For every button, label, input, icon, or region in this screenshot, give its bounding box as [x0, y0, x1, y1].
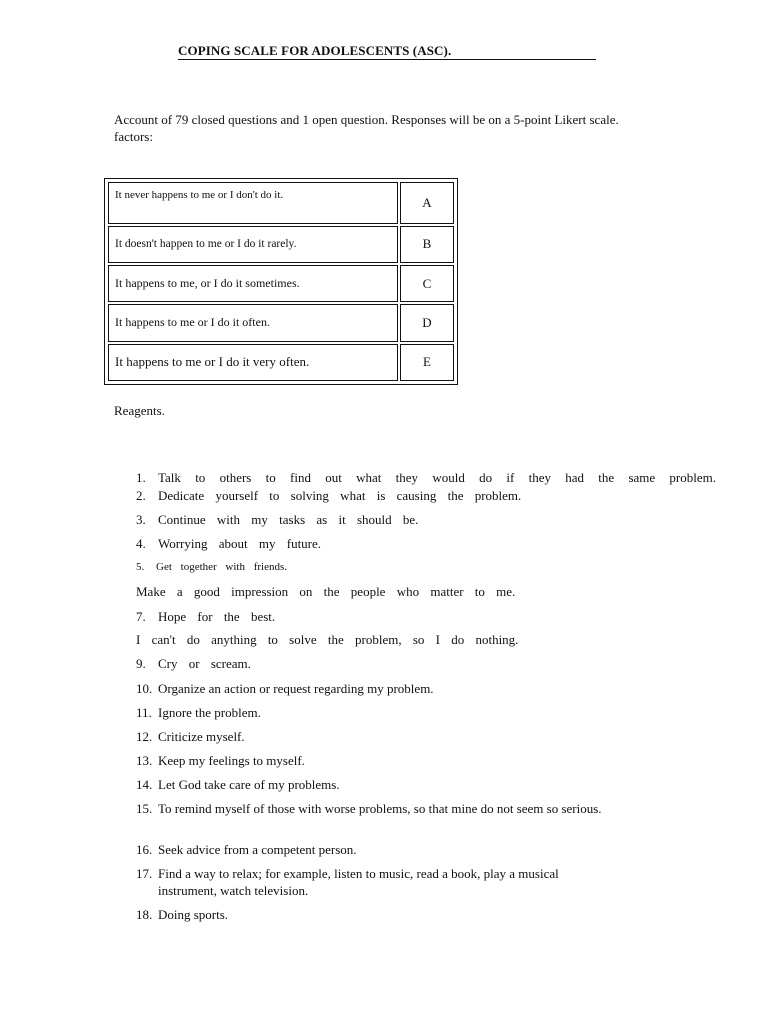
item-text: Organize an action or request regarding my problem.: [158, 681, 434, 696]
scale-description: It happens to me, or I do it sometimes.: [108, 265, 398, 302]
item-number: 10.: [136, 681, 153, 696]
list-item: [136, 841, 357, 858]
item-number: 13.: [136, 753, 153, 768]
item-number: 15.: [136, 801, 153, 816]
item-text: Doing sports.: [158, 907, 229, 922]
item-number: 4.: [136, 536, 146, 551]
item-number: 11.: [136, 705, 152, 720]
list-item: [136, 752, 305, 769]
scale-row: [108, 182, 454, 224]
document-title: COPING SCALE FOR ADOLESCENTS (ASC).: [178, 43, 596, 60]
scale-code: A: [400, 182, 454, 224]
item-number: 9.: [136, 656, 146, 671]
list-item: [136, 631, 518, 648]
list-item: [136, 906, 228, 923]
likert-scale-table: [104, 178, 458, 385]
item-text: Cry or scream.: [158, 656, 251, 671]
scale-code: E: [400, 344, 454, 381]
item-text: Keep my feelings to myself.: [158, 753, 305, 768]
scale-row: [108, 304, 454, 341]
scale-description: It never happens to me or I don't do it.: [108, 182, 398, 224]
item-text: Let God take care of my problems.: [158, 777, 340, 792]
scale-code: B: [400, 226, 454, 263]
item-text: Make a good impression on the people who matter to me.: [136, 584, 516, 599]
item-text: Ignore the problem.: [158, 705, 261, 720]
list-item: [136, 865, 571, 899]
item-number: 1.: [136, 470, 146, 485]
item-text: To remind myself of those with worse problems, so that mine do not seem so serious.: [158, 801, 602, 816]
list-item: [136, 728, 245, 745]
list-item: [136, 487, 521, 504]
item-text: Worrying about my future.: [158, 536, 322, 551]
reagents-heading: Reagents.: [114, 403, 165, 418]
item-text: I can't do anything to solve the problem, so I do nothing.: [136, 632, 519, 647]
scale-row: [108, 226, 454, 263]
item-number: 2.: [136, 488, 146, 503]
scale-description: It happens to me or I do it often.: [108, 304, 398, 341]
scale-row: [108, 265, 454, 302]
item-text: Get together with friends.: [156, 561, 288, 573]
intro-line: Account of 79 closed questions and 1 open question. Responses will be on a 5-point Likert scale.: [114, 112, 619, 127]
list-item: [136, 559, 287, 576]
item-text: Dedicate yourself to solving what is causing the problem.: [158, 488, 522, 503]
list-item: [136, 608, 275, 625]
item-text: Seek advice from a competent person.: [158, 842, 357, 857]
item-text: Criticize myself.: [158, 729, 245, 744]
scale-row: [108, 344, 454, 381]
list-item: [136, 776, 340, 793]
scale-code: C: [400, 265, 454, 302]
list-item: [136, 800, 606, 817]
scale-description: It happens to me or I do it very often.: [108, 344, 398, 381]
list-item: [136, 583, 515, 600]
list-item: [136, 511, 418, 528]
list-item: [136, 704, 261, 721]
scale-description: It doesn't happen to me or I do it rarely.: [108, 226, 398, 263]
list-item: [136, 469, 716, 486]
item-number: 5.: [136, 561, 145, 573]
item-text: Hope for the best.: [158, 609, 276, 624]
item-number: 7.: [136, 609, 146, 624]
item-number: 3.: [136, 512, 146, 527]
scale-code: D: [400, 304, 454, 341]
list-item: [136, 535, 321, 552]
item-number: 16.: [136, 842, 153, 857]
item-number: 12.: [136, 729, 153, 744]
item-text: Talk to others to find out what they would do if they had the same problem.: [158, 470, 716, 485]
item-number: 14.: [136, 777, 153, 792]
item-number: 18.: [136, 907, 153, 922]
list-item: [136, 655, 251, 672]
list-item: [136, 680, 434, 697]
item-text: Continue with my tasks as it should be.: [158, 512, 419, 527]
intro-line-factors: factors:: [114, 129, 153, 144]
intro-paragraph: [114, 111, 619, 145]
item-number: 17.: [136, 866, 153, 881]
item-text: Find a way to relax; for example, listen to music, read a book, play a musical instrument, watch television.: [158, 866, 559, 898]
